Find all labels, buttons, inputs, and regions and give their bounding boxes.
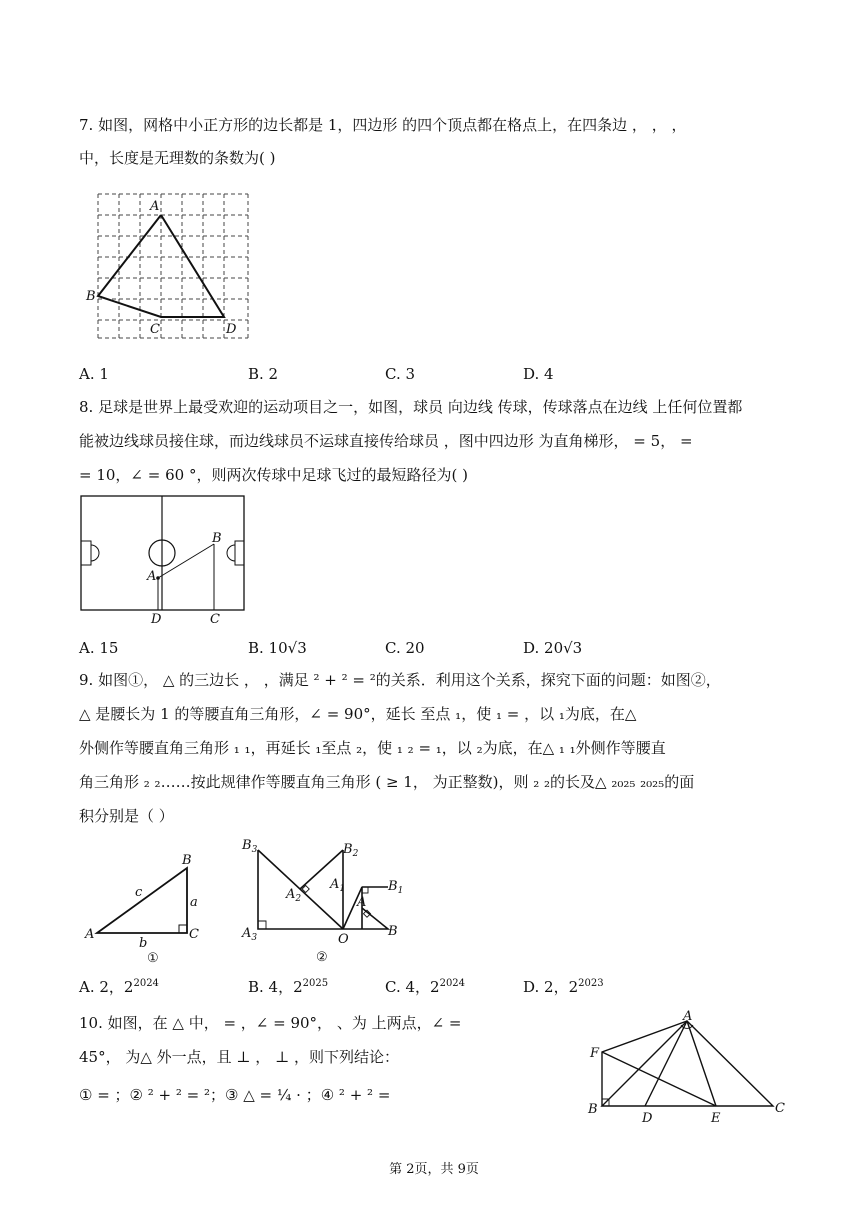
- label-c-side: c: [135, 885, 143, 900]
- q7-option-d[interactable]: D. 4: [523, 365, 554, 383]
- page-footer: 第 2页，共 9页: [389, 1162, 479, 1177]
- q8-stem-line1: 8. 足球是世界上最受欢迎的运动项目之一，如图，球员 向边线 传球，传球落点在边线 上任何位置都: [79, 398, 743, 416]
- q7-grid-figure: [88, 188, 258, 348]
- label-d: D: [226, 322, 237, 337]
- label-b: B: [212, 531, 222, 546]
- figure-caption-1: ①: [147, 951, 159, 966]
- q8-option-b[interactable]: B. 10√3: [248, 639, 307, 657]
- q9-option-c[interactable]: C. 4，$2^{2024}$: [385, 978, 466, 996]
- label-d: D: [151, 612, 162, 627]
- label-b1: $B_1$: [388, 879, 404, 896]
- q8-stem-line2: 能被边线球员接住球，而边线球员不运球直接传给球员 ，图中四边形 为直角梯形， = 5， =: [79, 432, 693, 450]
- label-b: B: [388, 924, 398, 939]
- label-a2: $A_2$: [286, 887, 302, 904]
- label-b: B: [182, 853, 192, 868]
- label-b2: $B_2$: [343, 842, 359, 859]
- q10-stem-line1: 10. 如图，在 △ 中， = ，∠ = 90°， 、为 上两点，∠ =: [79, 1014, 462, 1032]
- q9-stem-line1: 9. 如图①， △ 的三边长 ， ，满足 ² + ² = ²的关系．利用这个关系，探究下面的问题：如图②，: [79, 671, 721, 689]
- label-e: E: [711, 1111, 721, 1126]
- q10-stem-line3: ① = ；② ² + ² = ²；③ △ = ¼ · ；④ ² + ² =: [79, 1086, 391, 1104]
- label-a: A: [357, 895, 367, 910]
- q8-soccer-field-figure: [80, 495, 248, 630]
- label-a-side: a: [190, 895, 198, 910]
- label-b: B: [588, 1102, 598, 1117]
- label-a: A: [683, 1009, 693, 1024]
- q8-option-c[interactable]: C. 20: [385, 639, 425, 657]
- q8-stem-line3: = 10，∠ = 60 °，则两次传球中足球飞过的最短路径为( ): [79, 466, 468, 484]
- label-a3: $A_3$: [242, 926, 258, 943]
- label-c: C: [189, 927, 199, 942]
- q9-stem-line4: 角三角形 ₂ ₂……按此规律作等腰直角三角形 ( ≥ 1， 为正整数)，则 ₂ ₂的长及△ ₂₀₂₅ ₂₀₂₅的面: [79, 773, 695, 791]
- label-d: D: [642, 1111, 653, 1126]
- q9-stem-line3: 外侧作等腰直角三角形 ₁ ₁，再延长 ₁至点 ₂，使 ₁ ₂ = ₁，以 ₂为底，在△ ₁ ₁外侧作等腰直: [79, 739, 666, 757]
- q7-option-b[interactable]: B. 2: [248, 365, 279, 383]
- label-c: C: [210, 612, 220, 627]
- q9-figure-2: [238, 835, 408, 967]
- label-b-side: b: [139, 936, 148, 951]
- label-o: O: [338, 932, 349, 947]
- label-b3: $B_3$: [242, 838, 258, 855]
- figure-caption-2: ②: [316, 950, 328, 965]
- q7-stem-line1: 7. 如图，网格中小正方形的边长都是 1，四边形 的四个顶点都在格点上，在四条边 ， ， ，: [79, 116, 687, 134]
- q9-option-d[interactable]: D. 2，$2^{2023}$: [523, 978, 604, 996]
- label-f: F: [590, 1046, 600, 1061]
- q9-stem-line2: △ 是腰长为 1 的等腰直角三角形，∠ = 90°，延长 至点 ₁，使 ₁ = ，以 ₁为底，在△: [79, 705, 637, 723]
- q8-option-d[interactable]: D. 20√3: [523, 639, 583, 657]
- q7-option-a[interactable]: A. 1: [79, 365, 109, 383]
- label-a: A: [147, 569, 157, 584]
- q10-stem-line2: 45°， 为△ 外一点，且 ⊥ ， ⊥ ，则下列结论：: [79, 1048, 399, 1066]
- label-a: A: [150, 199, 160, 214]
- q9-option-b[interactable]: B. 4，$2^{2025}$: [248, 978, 329, 996]
- q7-stem-line2: 中，长度是无理数的条数为( ): [79, 149, 276, 167]
- label-c: C: [150, 322, 160, 337]
- q7-option-c[interactable]: C. 3: [385, 365, 416, 383]
- label-a: A: [85, 927, 95, 942]
- q9-option-a[interactable]: A. 2，$2^{2024}$: [79, 978, 159, 996]
- q9-stem-line5: 积分别是（ ）: [79, 807, 174, 825]
- label-a1: $A_1$: [330, 877, 346, 894]
- label-b: B: [86, 289, 96, 304]
- q8-option-a[interactable]: A. 15: [79, 639, 119, 657]
- q9-figure-1: [85, 850, 215, 965]
- label-c: C: [775, 1101, 785, 1116]
- q10-figure: [585, 1009, 790, 1130]
